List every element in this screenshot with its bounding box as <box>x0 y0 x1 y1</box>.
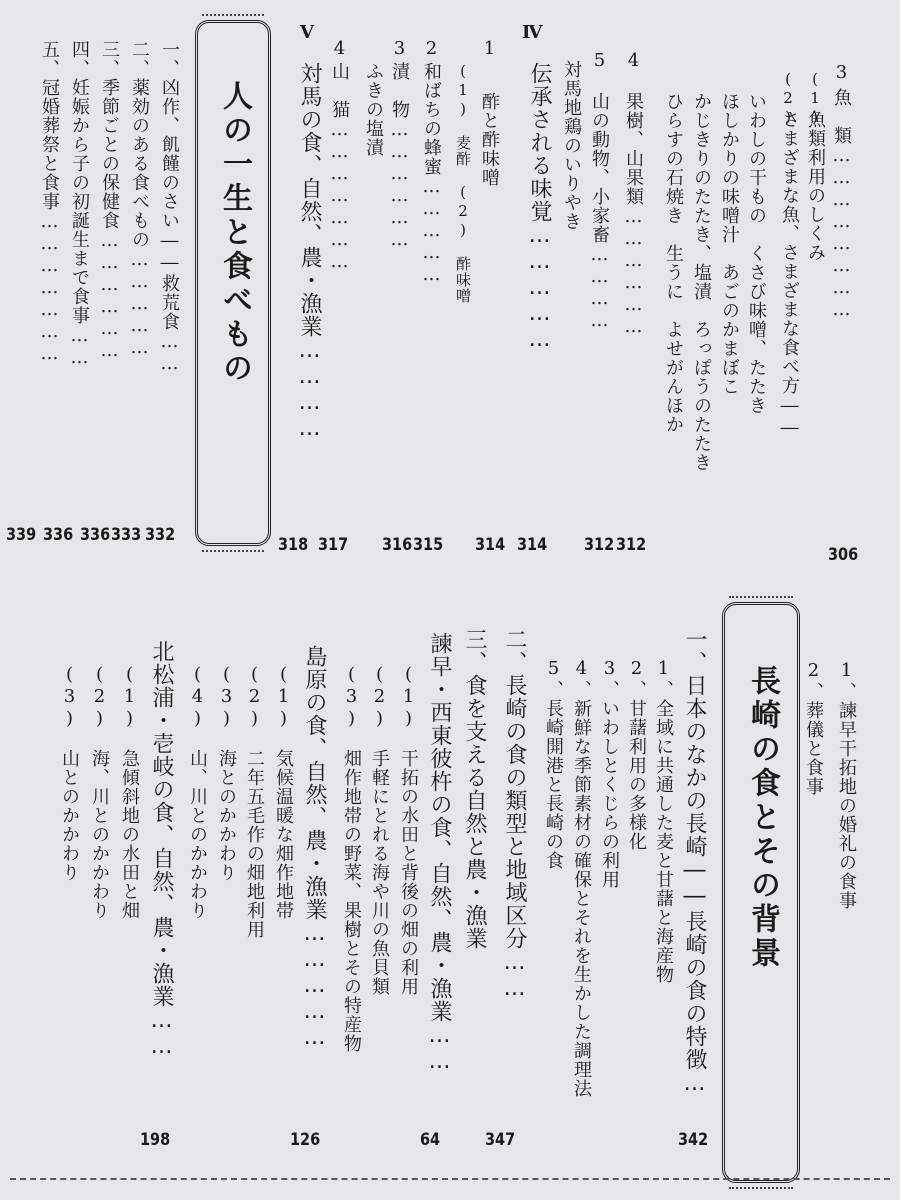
page-number: 339 <box>6 525 37 545</box>
r4-3-text: 漬 物……………… <box>389 62 410 251</box>
region-isahaya-item-3: (3) 畑作地帯の野菜、果樹とその特産物 <box>341 664 362 1053</box>
life-item-3: 三、季節ごとの保健食……………… <box>99 40 120 362</box>
region-kitamatsu-item-2: (2) 海、川とのかかわり <box>89 664 110 920</box>
page-number: 198 <box>140 1130 171 1150</box>
page-number: 342 <box>678 1130 709 1150</box>
r4-3-label: 3 <box>389 38 410 60</box>
r4-2-text: 和ばちの蜂蜜…………… <box>421 62 442 286</box>
page-number: 336 <box>43 525 74 545</box>
r4-1-label: 1 <box>479 38 500 60</box>
page-number: 315 <box>413 535 444 555</box>
page-number: 64 <box>420 1130 441 1150</box>
page-number: 317 <box>318 535 349 555</box>
item2-sub-1: いわしの干もの くさび味噌、たたき <box>746 92 767 415</box>
bottom-border <box>10 1178 890 1180</box>
region-kitamatsu-item-3: (3) 山とのかかわり <box>59 664 80 882</box>
page-number: 312 <box>616 535 647 555</box>
chapter-1-title: 一、日本のなかの長崎――長崎の食の特徴… <box>682 628 707 1097</box>
page-number: 314 <box>475 535 506 555</box>
section3-title: 魚 類…………………… <box>831 88 852 321</box>
region-kitamatsu-title: 北松浦・壱岐の食、自然、農・漁業…… <box>149 640 174 1060</box>
isahaya-item-1: 1、諫早干拓地の婚礼の食事 <box>836 660 857 910</box>
roman-numeral-5: Ⅴ <box>300 22 314 43</box>
roman4-title: 伝承される味覚…………… <box>527 62 552 353</box>
s5-label: 5 <box>589 50 610 72</box>
chapter-3-title: 三、食を支える自然と農・漁業 <box>462 628 487 950</box>
region-shimabara-item-4: (4) 山、川とのかかわり <box>187 664 208 920</box>
r4-3-sub: ふきの塩漬 <box>363 62 384 157</box>
region-isahaya-item-1: (1) 干拓の水田と背後の畑の利用 <box>398 664 419 996</box>
page-number: 126 <box>290 1130 321 1150</box>
chapter-1-sub-2: 2、甘藷利用の多様化 <box>626 658 647 851</box>
chapter-title: 人の一生と食べもの <box>217 80 252 386</box>
page-number: 316 <box>382 535 413 555</box>
life-item-4: 四、妊娠から子の初誕生まで食事…… <box>69 40 90 369</box>
region-shimabara-item-1: (1) 気候温暖な畑作地帯 <box>273 664 294 920</box>
life-item-5: 五、冠婚葬祭と食事………………… <box>39 40 60 365</box>
roman-numeral-4: Ⅳ <box>522 22 543 43</box>
item2-text: さまざまな魚、さまざまな食べ方―― <box>779 110 800 439</box>
r4-2-label: 2 <box>421 38 442 60</box>
chapter-1-sub-4: 4、新鮮な季節素材の確保とそれを生かした調理法 <box>571 658 592 1098</box>
region-kitamatsu-item-1: (1) 急傾斜地の水田と畑 <box>119 664 140 920</box>
item2-sub-3: かじきりのたたき、塩漬 ろっぽうのたたき <box>691 92 712 472</box>
chapter-1-sub-3: 3、いわしとくじらの利用 <box>599 658 620 889</box>
s5-text: 山の動物、小家畜………… <box>589 92 610 332</box>
section3-label: 3 <box>831 62 852 84</box>
page-number: 306 <box>828 545 859 565</box>
page-number: 332 <box>145 525 176 545</box>
region-shimabara-item-3: (3) 海とのかかわり <box>216 664 237 882</box>
r4-1-sub: (1) 麦酢 (2) 酢味噌 <box>454 62 472 304</box>
item1-text: 魚類利用のしくみ <box>805 110 826 262</box>
item2-sub-4: ひらすの石焼き 生うに よせがんほか <box>663 92 684 434</box>
page-number: 336 <box>80 525 111 545</box>
region-isahaya-title: 諫早・西東彼杵の食、自然、農・漁業…… <box>427 632 452 1075</box>
chapter-1-sub-5: 5、長崎開港と長崎の食 <box>543 658 564 870</box>
item1-marker: (1) <box>806 70 824 127</box>
life-item-2: 二、薬効のある食べもの…………… <box>129 40 150 359</box>
chapter-1-sub-1: 1、全域に共通した麦と甘藷と海産物 <box>653 658 674 984</box>
s4-text: 果樹、山果類……………… <box>623 92 644 338</box>
item2-sub-2: ほしかりの味噌汁 あごのかまぼこ <box>719 92 740 396</box>
page-number: 318 <box>278 535 309 555</box>
chapter-2-title: 二、長崎の食の類型と地域区分…… <box>502 628 527 1002</box>
s5-sub: 対馬地鶏のいりやき <box>561 60 582 231</box>
r4-1-text: 酢と酢味噌 <box>479 92 500 187</box>
life-item-1: 一、凶作、飢饉のさい――救荒食…… <box>159 40 180 375</box>
page-number: 347 <box>485 1130 516 1150</box>
s4-label: 4 <box>623 50 644 72</box>
region-shimabara-title: 島原の食、自然、農・漁業…………… <box>302 645 327 1051</box>
isahaya-item-2: 2、葬儀と食事 <box>803 660 824 796</box>
page-number: 312 <box>584 535 615 555</box>
item2-marker: (2) <box>779 70 797 127</box>
region-isahaya-item-2: (2) 手軽にとれる海や川の魚貝類 <box>369 664 390 996</box>
r4-4-text: 山 猫………………… <box>329 62 350 273</box>
page-number: 314 <box>517 535 548 555</box>
roman5-title: 対馬の食、自然、農・漁業………… <box>297 62 322 442</box>
chapter-title: 長崎の食とその背景 <box>745 665 780 971</box>
region-shimabara-item-2: (2) 二年五毛作の畑地利用 <box>244 664 265 939</box>
page-number: 333 <box>111 525 142 545</box>
r4-4-label: 4 <box>329 38 350 60</box>
